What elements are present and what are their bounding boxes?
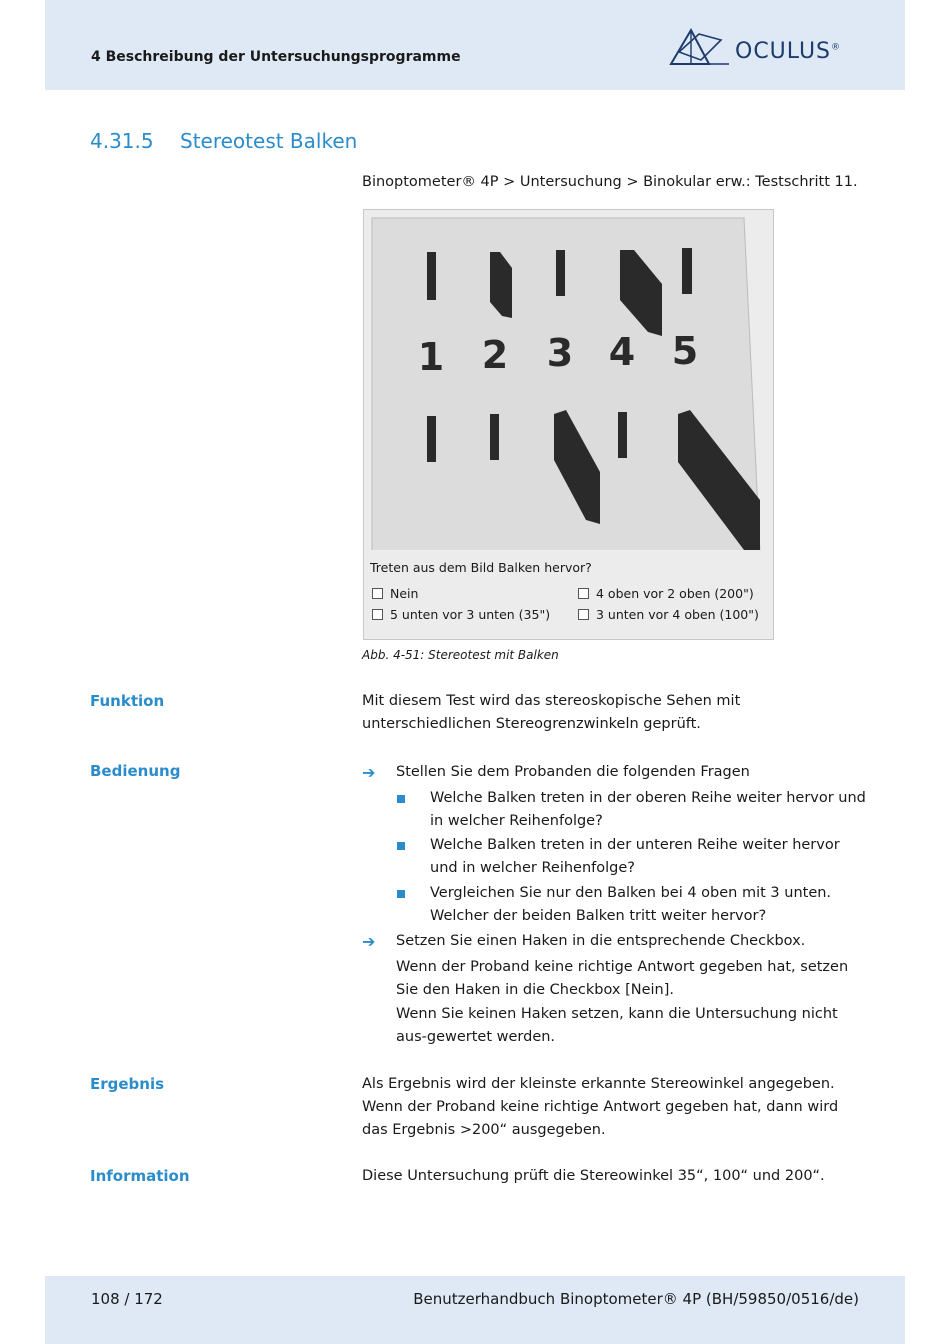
page-header (45, 0, 905, 90)
section-title: Stereotest Balken (180, 129, 358, 153)
document-id: Benutzerhandbuch Binoptometer® 4P (BH/59850/0516/de) (413, 1290, 859, 1308)
logo-wordmark: OCULUS® (735, 39, 842, 64)
question-bullet: Welche Balken treten in der unteren Reihe weiter hervor und in welcher Reihenfolge? (397, 834, 867, 880)
figure-question: Treten aus dem Bild Balken hervor? (370, 560, 592, 575)
information-text: Diese Untersuchung prüft die Stereowinkel 35“, 100“ und 200“. (362, 1168, 825, 1184)
square-bullet-icon (397, 842, 405, 850)
bar-number: 2 (481, 333, 509, 377)
label-ergebnis: Ergebnis (90, 1075, 165, 1093)
menu-path: Binoptometer® 4P > Untersuchung > Binokular erw.: Testschritt 11. (362, 174, 858, 190)
section-heading (90, 129, 357, 153)
square-bullet-icon (397, 795, 405, 803)
checkbox-nein[interactable]: Nein (372, 586, 418, 601)
bar-number: 1 (417, 335, 445, 379)
bar-number: 4 (608, 330, 636, 374)
ergebnis-text: Als Ergebnis wird der kleinste erkannte Stereowinkel angegeben. Wenn der Proband keine richtige Antwort gegeben hat, dann wird das Ergebnis >200“ ausgegeben. (362, 1076, 839, 1138)
funktion-text: Mit diesem Test wird das stereoskopische Sehen mit unterschiedlichen Stereogrenzwinkeln geprüft. (362, 693, 741, 732)
checkbox-box[interactable] (578, 588, 589, 599)
checkbox-4-oben-vor-2-oben[interactable]: 4 oben vor 2 oben (200") (578, 586, 754, 601)
instruction-step: ➔ Stellen Sie dem Probanden die folgenden Fragen (362, 763, 750, 782)
section-number: 4.31.5 (90, 129, 154, 153)
bar-number: 3 (546, 331, 574, 375)
arrow-right-icon: ➔ (362, 763, 376, 782)
chapter-title: 4 Beschreibung der Untersuchungsprogramme (91, 49, 461, 65)
label-information: Information (90, 1167, 190, 1185)
page-footer (45, 1276, 905, 1344)
checkbox-5-unten-vor-3-unten[interactable]: 5 unten vor 3 unten (35") (372, 607, 550, 622)
label-bedienung: Bedienung (90, 762, 181, 780)
stereo-bars-image (364, 210, 773, 550)
page-number: 108 / 172 (91, 1290, 163, 1308)
label-funktion: Funktion (90, 692, 165, 710)
bar-number: 5 (671, 329, 699, 373)
checkbox-box[interactable] (372, 588, 383, 599)
oculus-logo-icon (669, 26, 739, 70)
stereotest-figure (363, 209, 774, 640)
checkbox-box[interactable] (578, 609, 589, 620)
question-bullet: Welche Balken treten in der oberen Reihe weiter hervor und in welcher Reihenfolge? (397, 787, 867, 833)
square-bullet-icon (397, 890, 405, 898)
checkbox-3-unten-vor-4-oben[interactable]: 3 unten vor 4 oben (100") (578, 607, 759, 622)
checkbox-box[interactable] (372, 609, 383, 620)
oculus-logo (669, 26, 869, 70)
arrow-right-icon: ➔ (362, 932, 376, 951)
figure-caption: Abb. 4-51: Stereotest mit Balken (362, 648, 559, 662)
instruction-step: ➔ Setzen Sie einen Haken in die entsprechende Checkbox. (362, 932, 806, 951)
bedienung-note: Wenn Sie keinen Haken setzen, kann die Untersuchung nicht aus-gewertet werden. (396, 1006, 838, 1045)
bedienung-note: Wenn der Proband keine richtige Antwort gegeben hat, setzen Sie den Haken in die Checkbox [Nein]. (396, 959, 849, 998)
question-bullet: Vergleichen Sie nur den Balken bei 4 oben mit 3 unten. Welcher der beiden Balken tritt weiter hervor? (397, 882, 867, 928)
